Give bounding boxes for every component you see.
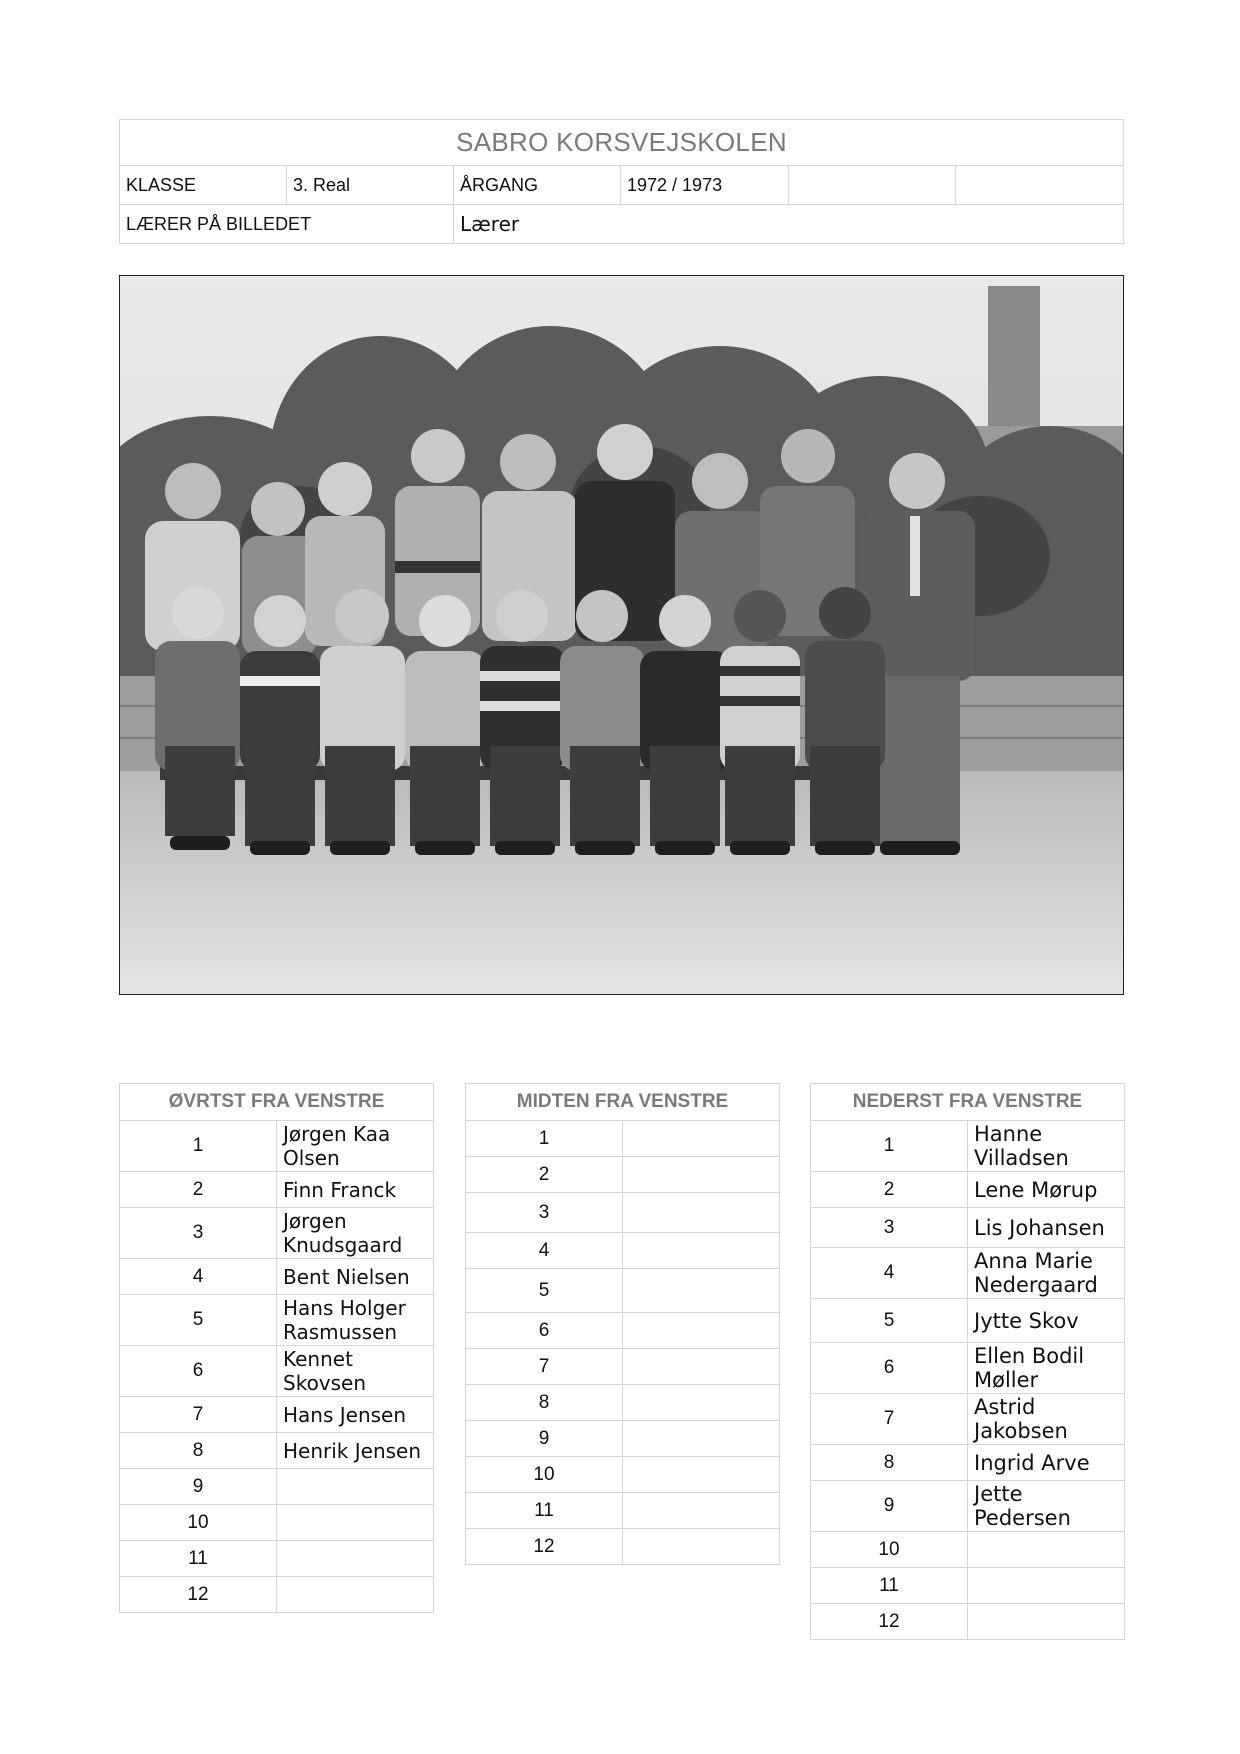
table-row <box>466 1269 780 1313</box>
student-name <box>623 1493 780 1529</box>
names-table-middle <box>465 1083 780 1565</box>
table-row <box>466 1121 780 1157</box>
row-number: 5 <box>120 1295 277 1346</box>
table-row <box>466 1157 780 1193</box>
row-number: 2 <box>120 1172 277 1208</box>
row-number: 3 <box>120 1208 277 1259</box>
table-row <box>120 1208 434 1259</box>
student-name: Astrid Jakobsen <box>968 1394 1125 1445</box>
student-name: Ellen Bodil Møller <box>968 1343 1125 1394</box>
row-number: 9 <box>811 1481 968 1532</box>
class-photo-image <box>120 276 1123 994</box>
row-number: 10 <box>811 1532 968 1568</box>
student-name <box>277 1505 434 1541</box>
student-name <box>623 1313 780 1349</box>
student-name <box>623 1385 780 1421</box>
row-number: 9 <box>466 1421 623 1457</box>
table-row <box>811 1394 1125 1445</box>
student-name: Lis Johansen <box>968 1208 1125 1248</box>
student-name: Ingrid Arve <box>968 1445 1125 1481</box>
table-row <box>120 1469 434 1505</box>
table-row <box>466 1349 780 1385</box>
row-number: 5 <box>466 1269 623 1313</box>
class-value: 3. Real <box>287 166 454 205</box>
table-row <box>811 1343 1125 1394</box>
table-row <box>120 1541 434 1577</box>
student-name: Henrik Jensen <box>277 1433 434 1469</box>
empty-cell <box>789 166 956 205</box>
row-number: 7 <box>466 1349 623 1385</box>
student-name <box>623 1421 780 1457</box>
table-row <box>811 1568 1125 1604</box>
student-name <box>623 1157 780 1193</box>
row-number: 6 <box>466 1313 623 1349</box>
table-row <box>120 1295 434 1346</box>
student-name <box>623 1121 780 1157</box>
student-name <box>623 1349 780 1385</box>
student-name: Kennet Skovsen <box>277 1346 434 1397</box>
row-number: 8 <box>466 1385 623 1421</box>
row-number: 1 <box>811 1121 968 1172</box>
table-row <box>466 1421 780 1457</box>
student-name: Finn Franck <box>277 1172 434 1208</box>
row-number: 8 <box>811 1445 968 1481</box>
table-row <box>466 1233 780 1269</box>
table-row <box>120 1346 434 1397</box>
student-name: Bent Nielsen <box>277 1259 434 1295</box>
year-label: ÅRGANG <box>454 166 621 205</box>
table-row <box>466 1385 780 1421</box>
year-value: 1972 / 1973 <box>621 166 789 205</box>
student-name <box>623 1529 780 1565</box>
teacher-value: Lærer <box>454 205 1124 244</box>
student-name: Jette Pedersen <box>968 1481 1125 1532</box>
student-name: Hans Holger Rasmussen <box>277 1295 434 1346</box>
row-number: 1 <box>466 1121 623 1157</box>
column-header: MIDTEN FRA VENSTRE <box>466 1084 780 1121</box>
names-table-bottom <box>810 1083 1125 1640</box>
table-row <box>811 1481 1125 1532</box>
table-row <box>120 1172 434 1208</box>
table-row <box>811 1121 1125 1172</box>
table-row <box>811 1172 1125 1208</box>
row-number: 10 <box>466 1457 623 1493</box>
student-name: Lene Mørup <box>968 1172 1125 1208</box>
names-table-top <box>119 1083 434 1613</box>
row-number: 4 <box>120 1259 277 1295</box>
row-number: 2 <box>811 1172 968 1208</box>
student-name: Hanne Villadsen <box>968 1121 1125 1172</box>
row-number: 6 <box>811 1343 968 1394</box>
row-number: 2 <box>466 1157 623 1193</box>
table-row <box>466 1457 780 1493</box>
table-row <box>120 1121 434 1172</box>
row-number: 1 <box>120 1121 277 1172</box>
table-row <box>466 1313 780 1349</box>
row-number: 12 <box>466 1529 623 1565</box>
student-name: Hans Jensen <box>277 1397 434 1433</box>
row-number: 4 <box>466 1233 623 1269</box>
student-name <box>623 1269 780 1313</box>
student-name <box>623 1193 780 1233</box>
student-name <box>623 1233 780 1269</box>
row-number: 8 <box>120 1433 277 1469</box>
student-name <box>968 1568 1125 1604</box>
row-number: 11 <box>120 1541 277 1577</box>
student-name <box>968 1604 1125 1640</box>
table-row <box>120 1505 434 1541</box>
row-number: 3 <box>811 1208 968 1248</box>
student-name <box>623 1457 780 1493</box>
row-number: 11 <box>466 1493 623 1529</box>
row-number: 9 <box>120 1469 277 1505</box>
table-row <box>466 1529 780 1565</box>
row-number: 12 <box>811 1604 968 1640</box>
table-row <box>811 1445 1125 1481</box>
table-row <box>811 1208 1125 1248</box>
class-info-table <box>119 119 1124 244</box>
teacher-label: LÆRER PÅ BILLEDET <box>120 205 454 244</box>
column-header: ØVRTST FRA VENSTRE <box>120 1084 434 1121</box>
row-number: 11 <box>811 1568 968 1604</box>
student-name <box>277 1577 434 1613</box>
row-number: 7 <box>811 1394 968 1445</box>
school-title: SABRO KORSVEJSKOLEN <box>120 120 1124 166</box>
table-row <box>811 1604 1125 1640</box>
student-name: Jørgen Kaa Olsen <box>277 1121 434 1172</box>
class-photo <box>119 275 1124 995</box>
table-row <box>811 1248 1125 1299</box>
column-header: NEDERST FRA VENSTRE <box>811 1084 1125 1121</box>
student-name <box>968 1532 1125 1568</box>
class-label: KLASSE <box>120 166 287 205</box>
table-row <box>811 1299 1125 1343</box>
row-number: 10 <box>120 1505 277 1541</box>
row-number: 4 <box>811 1248 968 1299</box>
table-row <box>466 1193 780 1233</box>
table-row <box>811 1532 1125 1568</box>
row-number: 5 <box>811 1299 968 1343</box>
table-row <box>120 1577 434 1613</box>
table-row <box>120 1397 434 1433</box>
row-number: 12 <box>120 1577 277 1613</box>
row-number: 6 <box>120 1346 277 1397</box>
table-row <box>466 1493 780 1529</box>
table-row <box>120 1433 434 1469</box>
student-name: Anna Marie Nedergaard <box>968 1248 1125 1299</box>
student-name <box>277 1469 434 1505</box>
row-number: 7 <box>120 1397 277 1433</box>
student-name: Jørgen Knudsgaard <box>277 1208 434 1259</box>
student-name <box>277 1541 434 1577</box>
table-row <box>120 1259 434 1295</box>
empty-cell <box>956 166 1124 205</box>
row-number: 3 <box>466 1193 623 1233</box>
student-name: Jytte Skov <box>968 1299 1125 1343</box>
